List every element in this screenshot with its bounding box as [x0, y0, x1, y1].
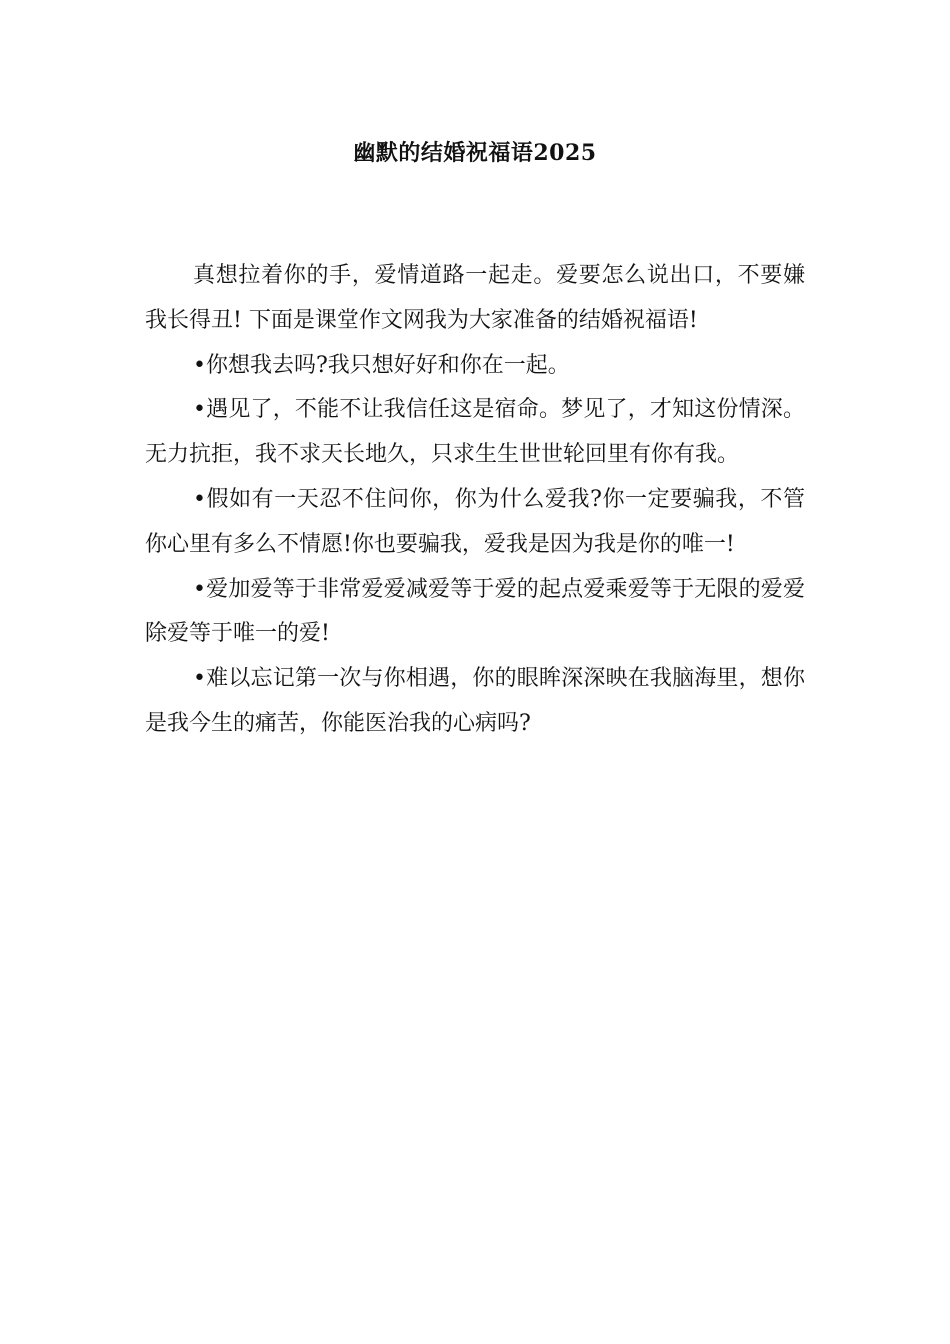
- intro-paragraph: 真想拉着你的手，爱情道路一起走。爱要怎么说出口，不要嫌我长得丑! 下面是课堂作文网我为大家准备的结婚祝福语!: [145, 263, 805, 333]
- blessing-paragraph-1: •你想我去吗?我只想好好和你在一起。: [193, 352, 570, 378]
- blessing-paragraph-3: •假如有一天忍不住问你，你为什么爱我?你一定要骗我，不管你心里有多么不情愿!你也要骗我，爱我是因为我是你的唯一!: [145, 486, 805, 557]
- blessing-paragraph-5: •难以忘记第一次与你相遇，你的眼眸深深映在我脑海里，想你是我今生的痛苦，你能医治我的心病吗?: [145, 666, 805, 736]
- blessing-paragraph-4: •爱加爱等于非常爱爱减爱等于爱的起点爱乘爱等于无限的爱爱除爱等于唯一的爱!: [145, 576, 805, 647]
- document-body: [145, 254, 805, 747]
- document-title: 幽默的结婚祝福语2025: [353, 140, 597, 166]
- blessing-paragraph-2: •遇见了，不能不让我信任这是宿命。梦见了，才知这份情深。无力抗拒，我不求天长地久，只求生生世世轮回里有你有我。: [145, 397, 805, 468]
